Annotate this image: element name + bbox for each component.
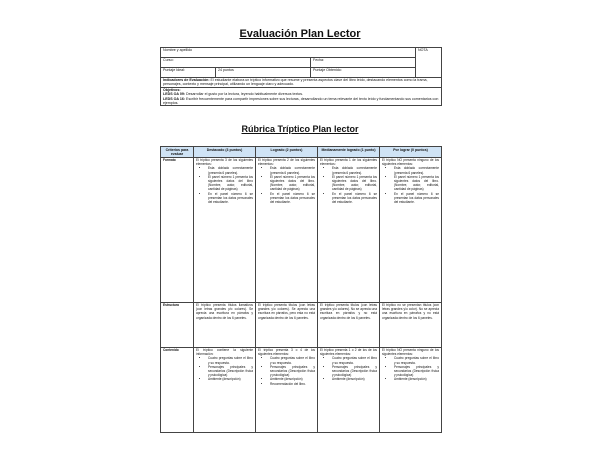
rubric-title: Rúbrica Tríptico Plan lector (241, 124, 359, 134)
bullet-list (196, 356, 253, 381)
list-item: • El panel número 1 presenta los siguientes datos del libro. (Nombre, autor, editorial, cantidad de páginas) (394, 175, 439, 192)
criteria-formato: Formato (161, 158, 194, 303)
bullet-list (382, 356, 439, 381)
bullet-list (382, 166, 439, 204)
cell-estructura-logrado: El tríptico presenta títulos (con letras grandes y/o colores). Se aprecia una escritura en párrafos, pero esta no está organizada dentro de los 6 paneles. (256, 303, 318, 348)
list-item: • Cuatro preguntas sobre el libro y su respuesta. (208, 356, 253, 364)
cell-intro: El tríptico presenta 2 de los siguientes elementos: (258, 158, 315, 167)
cell-contenido-logrado (256, 348, 318, 433)
list-item: • Personajes principales y secundarios (Descripción física y psicológica) (394, 365, 439, 378)
cell-formato-destacado (194, 158, 256, 303)
list-item: • Esta doblado correctamente (presenta 6 paneles). (394, 166, 439, 174)
indicators-label: Indicadores de Evaluación: (163, 78, 210, 82)
ideal-score-value: 24 puntos (216, 68, 311, 78)
cell-intro: El tríptico contiene la siguiente información: (196, 348, 253, 357)
list-item: • Recomendación del libro. (270, 382, 315, 386)
cell-formato-medianamente (318, 158, 380, 303)
list-item: • El panel número 1 presenta los siguientes datos del libro. (Nombre, autor, editorial, cantidad de páginas) (332, 175, 377, 192)
oa16-text: Escribir frecuentemente para compartir impresiones sobre sus lecturas, desarrollando un tema relevante del texto leído y fundamentando sus comentarios con ejemplos. (163, 96, 439, 106)
list-item: • Personajes principales y secundarios (Descripción física y psicológica) (270, 365, 315, 378)
list-item: • Ambiente (descripción) (270, 377, 315, 381)
date-field[interactable]: Fecha: (311, 58, 416, 68)
obtained-score-field[interactable]: Puntaje Obtenido: (311, 68, 416, 78)
list-item: • En el panel número 6 se presentan los datos personales del estudiante. (394, 192, 439, 205)
header-logrado: Logrado (2 puntos) (256, 147, 318, 158)
cell-intro: El tríptico presenta 3 de los siguientes elementos: (196, 158, 253, 167)
list-item: • En el panel número 6 se presentan los datos personales del estudiante. (332, 192, 377, 205)
cell-contenido-destacado (194, 348, 256, 433)
bullet-list (196, 166, 253, 204)
list-item: • Personajes principales y secundarios (Descripción física y psicológica) (208, 365, 253, 378)
list-item: • Cuatro preguntas sobre el libro y su respuesta. (394, 356, 439, 364)
cell-estructura-por-lograr: El tríptico no se presentan títulos (con letras grandes y/o color). No se aprecia una escritura en párrafos y no está organizada dentro de los 6 paneles. (380, 303, 442, 348)
cell-contenido-medianamente (318, 348, 380, 433)
cell-intro: El tríptico presenta 3 o 4 de los siguientes elementos: (258, 348, 315, 357)
table-row-estructura (161, 303, 442, 348)
bullet-list (258, 356, 315, 385)
cell-formato-logrado (256, 158, 318, 303)
rubric-table (160, 146, 442, 433)
oa16-label: LEDS OA 16: (163, 96, 186, 101)
bullet-list (258, 166, 315, 204)
name-field[interactable]: Nombre y apellido (161, 48, 416, 58)
indicators-cell (161, 78, 442, 88)
grade-box[interactable]: NOTA (416, 48, 442, 78)
cell-estructura-medianamente: El tríptico presenta títulos (con letras grandes y/o colores). No se aprecia una escritura en párrafos y no está organizada dentro de los 6 paneles. (318, 303, 380, 348)
criteria-contenido: Contenido (161, 348, 194, 433)
cell-intro: El tríptico presenta 1 o 2 de los de los siguientes elementos: (320, 348, 377, 357)
cell-intro: El tríptico NO presenta ninguno de los siguientes elementos: (382, 348, 439, 357)
list-item: • Ambiente (descripción) (332, 377, 377, 381)
list-item: • El panel número 1 presenta los siguientes datos del libro (Nombre, autor, editorial, cantidad de páginas) (208, 175, 253, 192)
list-item: • Personajes principales y secundarios (Descripción física y psicológica) (332, 365, 377, 378)
header-criteria: Criterios para evaluar (161, 147, 194, 158)
list-item: • Cuatro preguntas sobre el libro y su respuesta. (332, 356, 377, 364)
oa09-text: Desarrollar el gusto por la lectura, leyendo habitualmente diversos textos. (186, 92, 304, 97)
student-info-table (160, 47, 442, 106)
objectives-label: Objetivos: (163, 87, 181, 92)
cell-contenido-por-lograr (380, 348, 442, 433)
indicators-text: El estudiante elabora un tríptico informativo que resume y presenta aspectos clave del libro leído, destacando elementos como la trama, personajes, contexto y mensaje principal, utilizando un lenguaje claro y adecuado. (163, 78, 428, 87)
page-title: Evaluación Plan Lector (239, 28, 361, 40)
oa09-label: LEDS OA 09: (163, 92, 186, 97)
list-item: • Esta doblado correctamente (presenta 6 paneles). (270, 166, 315, 174)
header-medianamente-logrado: Medianamente logrado (1 punto) (318, 147, 380, 158)
table-row-formato (161, 158, 442, 303)
rubric-header-row (161, 147, 442, 158)
bullet-list (320, 356, 377, 381)
header-por-lograr: Por lograr (0 puntos) (380, 147, 442, 158)
objectives-cell (161, 87, 442, 106)
list-item: • Ambiente (descripción) (394, 377, 439, 381)
cell-intro: El tríptico presenta 1 de los siguientes elementos: (320, 158, 377, 167)
bullet-list (320, 166, 377, 204)
list-item: • Ambiente (descripción) (208, 377, 253, 381)
header-destacado: Destacado (3 puntos) (194, 147, 256, 158)
list-item: • El panel número 1 presenta los siguientes datos del libro. (Nombre, autor, editorial, cantidad de páginas) (270, 175, 315, 192)
list-item: • En el panel número 6 se presentan los datos personales del estudiante. (208, 192, 253, 205)
cell-formato-por-lograr (380, 158, 442, 303)
list-item: • Esta doblado correctamente (presenta 6 paneles). (208, 166, 253, 174)
criteria-estructura: Estructura (161, 303, 194, 348)
cell-intro: El tríptico NO presenta ninguno de los siguientes elementos: (382, 158, 439, 167)
cell-estructura-destacado: El tríptico presenta títulos llamativos (con letras grandes y/o colores). Se aprecia una escritura en párrafos y organizada dentro de los 6 paneles. (194, 303, 256, 348)
course-field[interactable]: Curso: (161, 58, 311, 68)
ideal-score-label: Puntaje Ideal: (161, 68, 216, 78)
list-item: • Cuatro preguntas sobre el libro y su respuesta. (270, 356, 315, 364)
table-row-contenido (161, 348, 442, 433)
list-item: • Esta doblado correctamente (presenta 6 paneles). (332, 166, 377, 174)
list-item: • En el panel número 6 se presentan los datos personales del estudiante. (270, 192, 315, 205)
